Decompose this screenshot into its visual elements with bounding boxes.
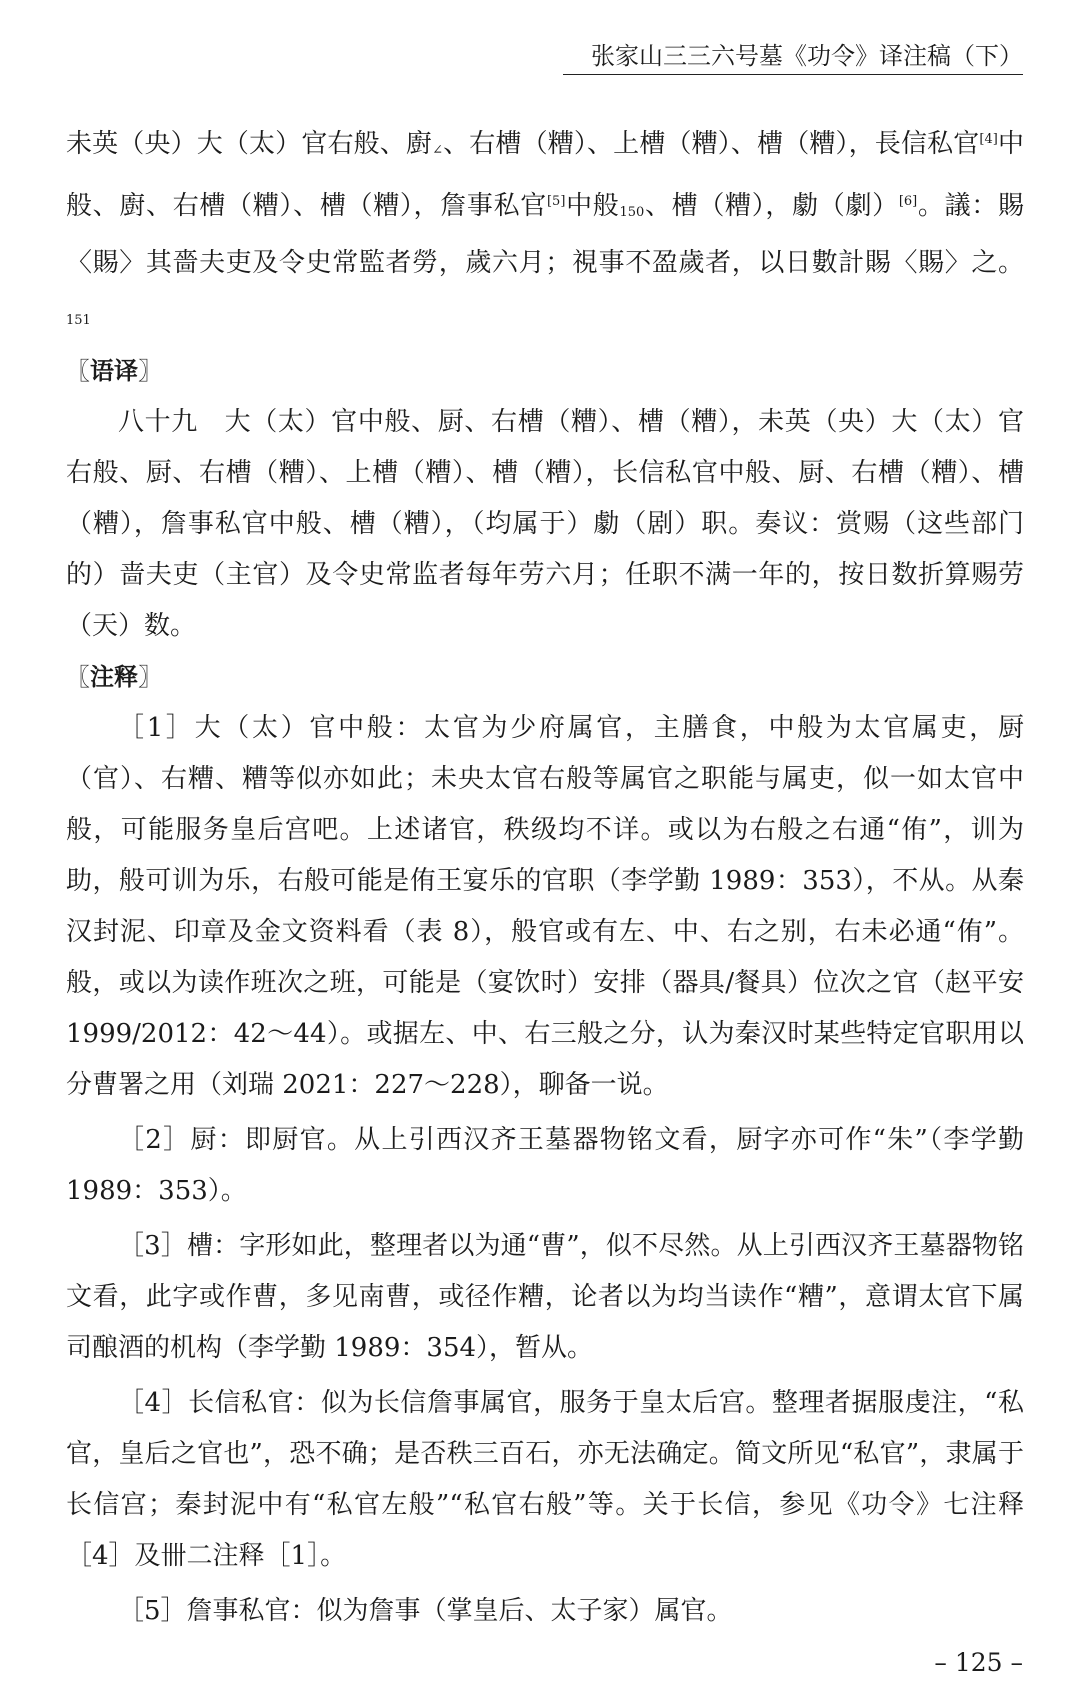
section-heading-notes: 〖注释〗	[66, 663, 162, 691]
note-ref-6: [6]	[898, 194, 918, 209]
running-header: 张家山三三六号墓《功令》译注稿（下）	[591, 42, 1023, 70]
note-ref-4: [4]	[979, 132, 998, 147]
page-number: – 125 –	[934, 1648, 1023, 1677]
note-2: ［2］厨：即厨官。从上引西汉齐王墓器物铭文看，厨字亦可作“朱”（李学勤 1989：353）。	[66, 1125, 1024, 1206]
header-rule	[563, 74, 1023, 75]
note-3: ［3］槽：字形如此，整理者以为通“曹”，似不尽然。从上引西汉齐王墓器物铭文看，此字或作曹，多见南曹，或径作糟，论者以为均当读作“糟”，意谓太官下属司酿酒的机构（李学勤 1989：354），暂从。	[66, 1231, 1024, 1363]
note-5: ［5］詹事私官：似为詹事（掌皇后、太子家）属官。	[118, 1596, 733, 1626]
page-body	[66, 114, 1024, 1637]
section-heading-translation: 〖语译〗	[66, 357, 162, 385]
zhi-mark: ∠	[432, 143, 443, 158]
translation-paragraph: 八十九 大（太）官中般、厨、右槽（糟）、槽（糟），未英（央）大（太）官右般、厨、右槽（糟）、上槽（糟）、槽（糟），长信私官中般、厨、右槽（糟）、槽（糟），詹事私官中般、槽（糟），（均属于）勮（剧）职。奏议：赏赐（这些部门的）啬夫吏（主官）及令史常监者每年劳六月；任职不满一年的，按日数折算赐劳（天）数。	[66, 407, 1024, 641]
note-1: ［1］大（太）官中般：太官为少府属官，主膳食，中般为太官属吏，厨（官）、右糟、糟等似亦如此；未央太官右般等属官之职能与属吏，似一如太官中般，可能服务皇后宫吧。上述诸官，秩级均不详。或以为右般之右通“侑”，训为助，般可训为乐，右般可能是侑王宴乐的官职（李学勤 1989：353），不从。从秦汉封泥、印章及金文资料看（表 8），般官或有左、中、右之别，右未必通“侑”。般，或以为读作班次之班，可能是（宴饮时）安排（器具/餐具）位次之官（赵平安 1999/2012：42～44）。或据左、中、右三般之分，认为秦汉时某些特定官职用以分曹署之用（刘瑞 2021：227～228），聊备一说。	[66, 713, 1024, 1100]
strip-number-150: 150	[619, 205, 645, 220]
strip-number-151: 151	[66, 313, 91, 328]
note-4: ［4］长信私官：似为长信詹事属官，服务于皇太后宫。整理者据服虔注，“私官，皇后之官也”，恐不确；是否秩三百石，亦无法确定。简文所见“私官”，隶属于长信宫；秦封泥中有“私官左般”“私官右般”等。关于长信，参见《功令》七注释［4］及卌二注释［1］。	[66, 1388, 1024, 1571]
note-ref-5: [5]	[546, 194, 566, 209]
original-text: 未英（央）大（太）官右般、廚$_\angle$、右槽（糟）、上槽（糟）、槽（糟），長信私官[4]中般、廚、右槽（糟）、槽（糟），詹事私官[5]中般$_{150}$、槽（糟），勮（劇）[6]。議：賜〈賜〉其嗇夫吏及令史常監者勞，歲六月；視事不盈歲者，以日數計賜〈賜〉之。$_{151}$	[66, 129, 1024, 328]
